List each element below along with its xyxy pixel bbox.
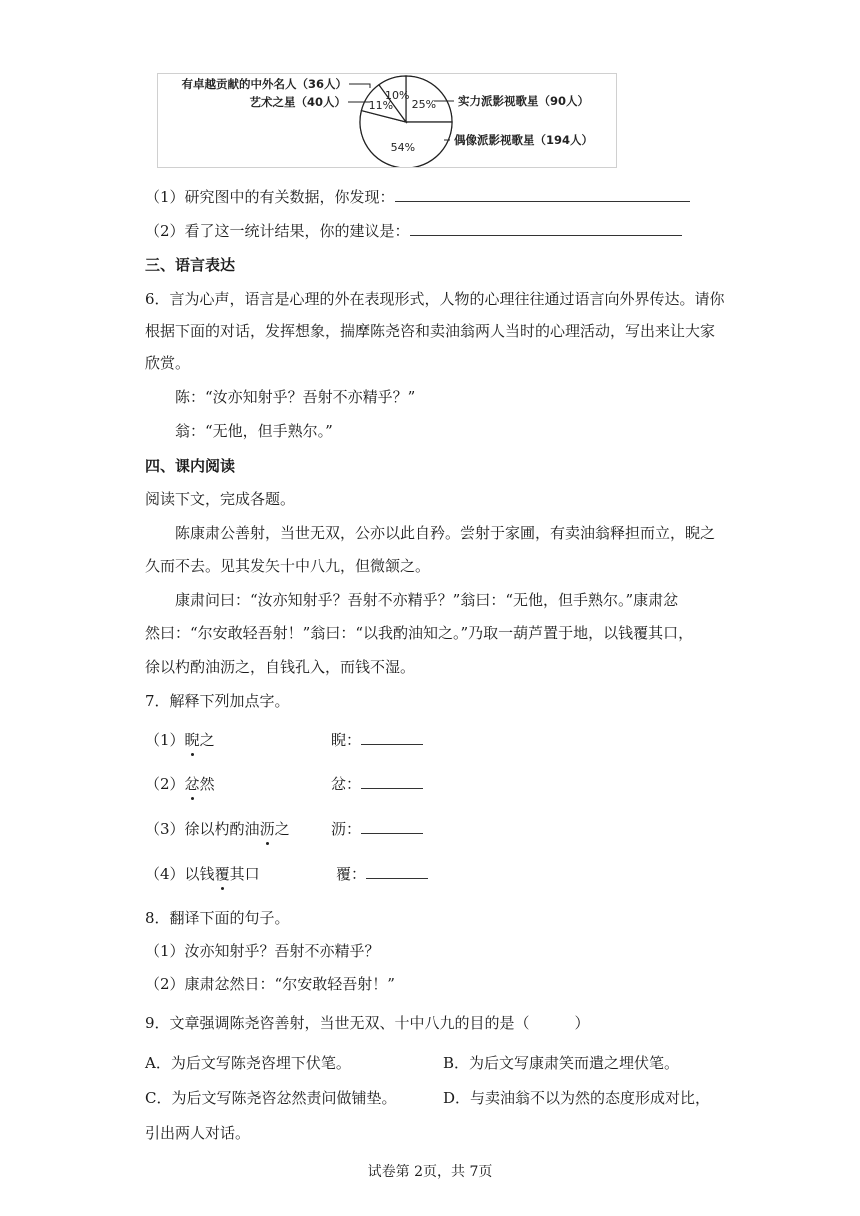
- question-8-title: 8．翻译下面的句子。: [145, 909, 290, 927]
- answer-blank[interactable]: [361, 818, 423, 834]
- passage-line: 徐以杓酌油沥之，自钱孔入，而钱不湿。: [145, 658, 416, 676]
- pie-category-label: 艺术之星（40人）: [249, 95, 346, 109]
- dotted-char: 沥: [259, 820, 275, 838]
- q7-item: （2）忿然: [145, 775, 215, 793]
- pie-category-label: 实力派影视歌星（90人）: [458, 94, 590, 108]
- dialog-line: 陈：“汝亦知射乎？吾射不亦精乎？”: [175, 388, 416, 406]
- passage-line: 然曰：“尔安敢轻吾射！”翁曰：“以我酌油知之。”乃取一葫芦置于地，以钱覆其口，: [145, 624, 694, 642]
- option-d-continued: 引出两人对话。: [145, 1124, 251, 1142]
- q5-sub1: （1）研究图中的有关数据，你发现：: [145, 186, 690, 208]
- q7-answer: 覆：: [336, 863, 428, 885]
- question-9-title: 9．文章强调陈尧咨善射，当世无双、十中八九的目的是（ ）: [145, 1014, 590, 1032]
- answer-blank[interactable]: [366, 863, 428, 879]
- pie-category-label: 有卓越贡献的中外名人（36人）: [181, 77, 347, 91]
- page-footer: 试卷第 2页，共 7页: [367, 1164, 493, 1180]
- section-title: 三、语言表达: [145, 256, 236, 274]
- q7-answer: 睨：: [331, 729, 423, 751]
- reading-intro: 阅读下文，完成各题。: [145, 490, 296, 508]
- q7-answer: 沥：: [331, 818, 423, 840]
- option-a[interactable]: A．为后文写陈尧咨埋下伏笔。: [145, 1054, 351, 1072]
- answer-blank[interactable]: [395, 186, 690, 202]
- pie-category-label: 偶像派影视歌星（194人）: [454, 133, 594, 147]
- q7-item: （3）徐以杓酌油沥之: [145, 820, 290, 838]
- option-b[interactable]: B．为后文写康肃笑而遣之埋伏笔。: [443, 1054, 680, 1072]
- q8-sentence: （1）汝亦知射乎？吾射不亦精乎？: [145, 942, 380, 960]
- leader-line: [349, 84, 370, 88]
- answer-blank[interactable]: [410, 220, 682, 236]
- option-d[interactable]: D．与卖油翁不以为然的态度形成对比，: [443, 1089, 711, 1107]
- q7-item: （1）睨之: [145, 731, 215, 749]
- pie-chart-svg: [158, 74, 616, 167]
- answer-blank[interactable]: [361, 773, 423, 789]
- answer-blank[interactable]: [361, 729, 423, 745]
- pie-percent-label: 25%: [411, 98, 437, 112]
- dialog-line: 翁：“无他，但手熟尔。”: [175, 422, 333, 440]
- q8-sentence: （2）康肃忿然日：“尔安敢轻吾射！”: [145, 975, 395, 993]
- section-title: 四、课内阅读: [145, 457, 236, 475]
- passage-line: 久而不去。见其发矢十中八九，但微颔之。: [145, 557, 431, 575]
- dotted-char: 覆: [214, 865, 230, 883]
- pie-percent-label: 11%: [368, 98, 394, 112]
- dotted-char: 睨: [184, 731, 200, 749]
- dotted-char: 忿: [184, 775, 200, 793]
- pie-percent-label: 54%: [390, 141, 416, 155]
- question-7-title: 7．解释下列加点字。: [145, 692, 290, 710]
- q5-sub2: （2）看了这一统计结果，你的建议是：: [145, 220, 682, 242]
- passage-line: 陈康肃公善射，当世无双，公亦以此自矜。尝射于家圃，有卖油翁释担而立，睨之: [175, 524, 716, 542]
- question-6: 6．言为心声，语言是心理的外在表现形式，人物的心理往往通过语言向外界传达。请你根据下面的对话，发挥想象，揣摩陈尧咨和卖油翁两人当时的心理活动，写出来让大家欣赏。: [145, 290, 725, 372]
- q7-item: （4）以钱覆其口: [145, 865, 260, 883]
- option-c[interactable]: C．为后文写陈尧咨忿然责问做铺垫。: [145, 1089, 397, 1107]
- pie-chart-figure: [157, 73, 617, 168]
- q7-answer: 忿：: [331, 773, 423, 795]
- pie-percent-label: 10%: [384, 88, 410, 102]
- passage-line: 康肃问曰：“汝亦知射乎？吾射不亦精乎？”翁曰：“无他，但手熟尔。”康肃忿: [175, 591, 679, 609]
